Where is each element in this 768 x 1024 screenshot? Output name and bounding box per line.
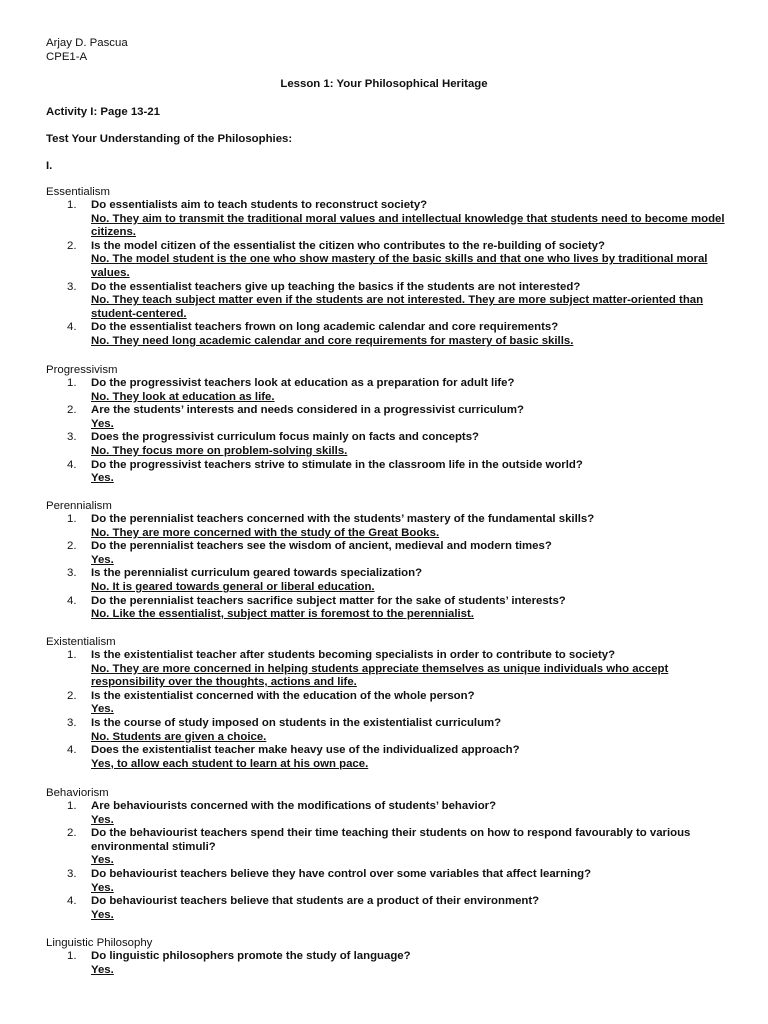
question-text: Are the students’ interests and needs considered in a progressivist curriculum? xyxy=(91,404,524,417)
item-number: 2. xyxy=(67,827,77,840)
question-item xyxy=(46,950,736,977)
test-heading: Test Your Understanding of the Philosophies: xyxy=(46,133,293,145)
item-number: 2. xyxy=(67,689,77,702)
answer-text: Yes. xyxy=(91,854,114,867)
question-item xyxy=(46,595,736,622)
question-text: Is the existentialist concerned with the education of the whole person? xyxy=(91,689,475,702)
section-title: Behaviorism xyxy=(46,787,109,799)
question-list xyxy=(46,513,736,622)
item-number: 3. xyxy=(67,280,77,293)
section-linguistic-philosophy xyxy=(46,937,736,977)
question-text: Is the perennialist curriculum geared towards specialization? xyxy=(91,567,423,580)
item-number: 3. xyxy=(67,567,77,580)
part-number: I. xyxy=(46,160,53,172)
question-text: Do behaviourist teachers believe they have control over some variables that affect learning? xyxy=(91,867,592,880)
answer-text: Yes. xyxy=(91,881,114,894)
section-title: Essentialism xyxy=(46,186,110,198)
section-title: Perennialism xyxy=(46,500,112,512)
item-number: 1. xyxy=(67,800,77,812)
author-block xyxy=(46,37,128,64)
question-list xyxy=(46,649,736,771)
question-text: Do the essentialist teachers give up teaching the basics if the students are not interested? xyxy=(91,280,581,293)
question-item xyxy=(46,717,736,744)
item-number: 4. xyxy=(67,321,77,334)
item-number: 1. xyxy=(67,377,77,389)
question-item xyxy=(46,567,736,594)
question-text: Do the perennialist teachers concerned with the students’ mastery of the fundamental skills? xyxy=(91,513,595,525)
question-list xyxy=(46,950,736,977)
question-item xyxy=(46,377,736,404)
section-existentialism xyxy=(46,636,736,771)
answer-text: Yes. xyxy=(91,472,114,485)
question-item xyxy=(46,404,736,431)
question-text: Do behaviourist teachers believe that students are a product of their environment? xyxy=(91,895,540,908)
answer-text: Yes. xyxy=(91,963,114,976)
question-item xyxy=(46,895,736,922)
question-text: Do the progressivist teachers strive to stimulate in the classroom life in the outside world? xyxy=(91,458,583,471)
question-text: Are behaviourists concerned with the modifications of students’ behavior? xyxy=(91,800,497,812)
item-number: 4. xyxy=(67,895,77,908)
section-title: Existentialism xyxy=(46,636,116,648)
item-number: 2. xyxy=(67,239,77,252)
question-item xyxy=(46,827,736,868)
section-title: Progressivism xyxy=(46,364,118,376)
item-number: 1. xyxy=(67,950,77,962)
item-number: 1. xyxy=(67,649,77,661)
section-title: Linguistic Philosophy xyxy=(46,937,153,949)
answer-text: No. The model student is the one who show mastery of the basic skills and that one who lives by traditional moral values. xyxy=(91,253,708,279)
answer-text: Yes, to allow each student to learn at his own pace. xyxy=(91,757,369,770)
question-item xyxy=(46,744,736,771)
author-name: Arjay D. Pascua xyxy=(46,37,128,49)
item-number: 4. xyxy=(67,744,77,757)
answer-text: Yes. xyxy=(91,813,114,826)
answer-text: No. They focus more on problem-solving skills. xyxy=(91,444,348,457)
item-number: 2. xyxy=(67,404,77,417)
question-text: Do the perennialist teachers see the wisdom of ancient, medieval and modern times? xyxy=(91,540,552,553)
question-list xyxy=(46,800,736,922)
question-item xyxy=(46,649,736,690)
question-text: Do the essentialist teachers frown on long academic calendar and core requirements? xyxy=(91,321,559,334)
section-progressivism xyxy=(46,364,736,486)
item-number: 2. xyxy=(67,540,77,553)
question-text: Is the course of study imposed on students in the existentialist curriculum? xyxy=(91,716,502,729)
question-item xyxy=(46,690,736,717)
question-text: Do the behaviourist teachers spend their time teaching their students on how to respond favourably to various environmental stimuli? xyxy=(91,827,691,853)
item-number: 3. xyxy=(67,716,77,729)
lesson-title: Lesson 1: Your Philosophical Heritage xyxy=(280,78,488,90)
question-item xyxy=(46,281,736,322)
question-item xyxy=(46,431,736,458)
item-number: 1. xyxy=(67,513,77,525)
question-item xyxy=(46,800,736,827)
answer-text: Yes. xyxy=(91,417,114,430)
question-text: Is the existentialist teacher after students becoming specialists in order to contribute to society? xyxy=(91,649,616,661)
answer-text: No. They are more concerned in helping students appreciate themselves as unique individuals who accept responsibility over the thoughts, actions and life. xyxy=(91,662,669,689)
item-number: 4. xyxy=(67,594,77,607)
answer-text: Yes. xyxy=(91,703,114,716)
question-item xyxy=(46,459,736,486)
item-number: 3. xyxy=(67,431,77,444)
question-item xyxy=(46,199,736,240)
answer-text: No. They teach subject matter even if the students are not interested. They are more subject matter-oriented than student-centered. xyxy=(91,294,704,320)
question-list xyxy=(46,377,736,486)
question-list xyxy=(46,199,736,349)
question-item xyxy=(46,240,736,281)
section-perennialism xyxy=(46,500,736,622)
answer-text: No. They are more concerned with the study of the Great Books. xyxy=(91,526,440,539)
question-item xyxy=(46,868,736,895)
answer-text: No. Like the essentialist, subject matter is foremost to the perennialist. xyxy=(91,608,474,621)
answer-text: No. Students are given a choice. xyxy=(91,730,267,743)
question-item xyxy=(46,513,736,540)
question-text: Do the perennialist teachers sacrifice subject matter for the sake of students’ interests? xyxy=(91,594,566,607)
question-item xyxy=(46,540,736,567)
question-text: Does the existentialist teacher make heavy use of the individualized approach? xyxy=(91,744,520,757)
question-text: Is the model citizen of the essentialist the citizen who contributes to the re-building of society? xyxy=(91,239,605,252)
question-text: Do linguistic philosophers promote the study of language? xyxy=(91,950,411,962)
answer-text: No. They look at education as life. xyxy=(91,390,275,403)
section-essentialism xyxy=(46,186,736,349)
answer-text: No. They need long academic calendar and core requirements for mastery of basic skills. xyxy=(91,334,574,347)
item-number: 1. xyxy=(67,199,77,211)
item-number: 3. xyxy=(67,867,77,880)
section-behaviorism xyxy=(46,787,736,922)
question-text: Does the progressivist curriculum focus mainly on facts and concepts? xyxy=(91,431,480,444)
author-section: CPE1-A xyxy=(46,50,88,63)
activity-heading: Activity I: Page 13-21 xyxy=(46,106,160,118)
question-text: Do essentialists aim to teach students to reconstruct society? xyxy=(91,199,428,211)
question-item xyxy=(46,321,736,348)
answer-text: Yes. xyxy=(91,908,114,921)
item-number: 4. xyxy=(67,458,77,471)
question-text: Do the progressivist teachers look at education as a preparation for adult life? xyxy=(91,377,515,389)
answer-text: No. They aim to transmit the traditional moral values and intellectual knowledge that students need to become model citizens. xyxy=(91,212,725,239)
answer-text: Yes. xyxy=(91,553,114,566)
answer-text: No. It is geared towards general or liberal education. xyxy=(91,580,375,593)
